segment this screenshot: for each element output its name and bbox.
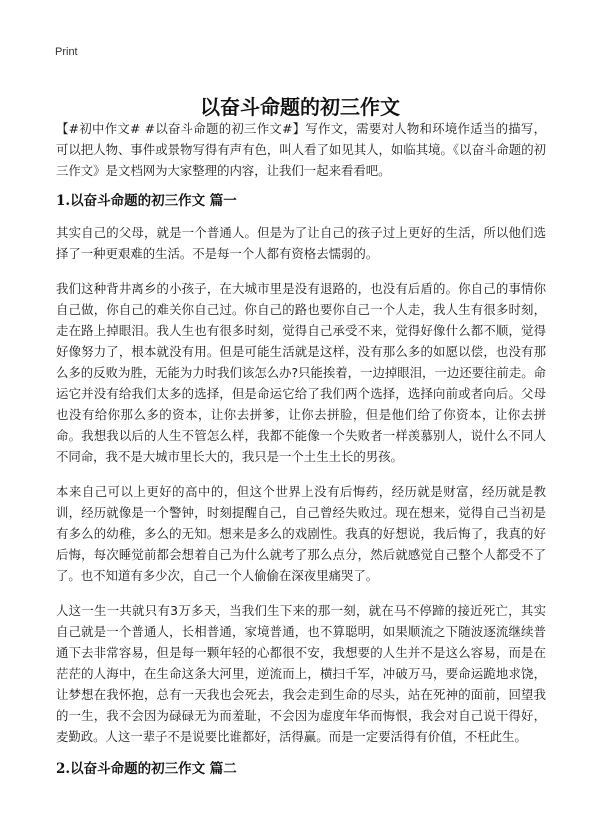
- document-body: [56, 118, 546, 780]
- document-title: 以奋斗命题的初三作文: [200, 95, 400, 120]
- section-1-paragraph-1: 其实自己的父母，就是一个普通人。但是为了让自己的孩子过上更好的生活，所以他们选择了一种更艰难的生活。不是每一个人都有资格去懦弱的。: [56, 225, 546, 261]
- print-label: Print: [55, 46, 78, 58]
- section-heading-2: 2.以奋斗命题的初三作文 篇二: [56, 761, 237, 777]
- intro-paragraph: 【#初中作文# #以奋斗命题的初三作文#】写作文，需要对人物和环境作适当的描写，可以把人物、事件或景物写得有声有色，叫人看了如见其人，如临其境。《以奋斗命题的初三作文》是文档网为大家整理的内容，让我们一起来看看吧。: [56, 121, 546, 178]
- section-heading-1: 1.以奋斗命题的初三作文 篇一: [56, 193, 237, 209]
- section-1-paragraph-3: 本来自己可以上更好的高中的，但这个世界上没有后悔药，经历就是财富，经历就是教训，经历就像是一个警钟，时刻提醒自己，自己曾经失败过。现在想来，觉得自己当初是有多么的幼稚，多么的无知。想来是多么的戏剧性。我真的好想说，我后悔了，我真的好后悔，每次睡觉前都会想着自己为什么就考了那么点分，然后就感觉自己整个人都受不了了。也不知道有多少次，自己一个人偷偷在深夜里痛哭了。: [56, 484, 546, 583]
- section-1-paragraph-2: 我们这种背井离乡的小孩子，在大城市里是没有退路的，也没有后盾的。你自己的事情你自己做，你自己的难关你自己过。你自己的路也要你自己一个人走，我人生有很多时刻，走在路上掉眼泪。我人生也有很多时刻，觉得自己承受不来，觉得好像什么都不顺，觉得好像努力了，根本就没有用。但是可能生活就是这样，没有那么多的如愿以偿，也没有那么多的反败为胜，无能为力时我们该怎么办?只能挨着，一边掉眼泪，一边还要往前走。命运它并没有给我们太多的选择，但是命运它给了我们两个选择，选择向前或者向后。父母也没有给你那么多的资本，让你去拼爹，让你去拼脸，但是他们给了你资本，让你去拼命。我想我以后的人生不管怎么样，我都不能像一个失败者一样羡慕别人，说什么不同人不同命，我不是大城市里长大的，我只是一个土生土长的男孩。: [56, 281, 546, 464]
- section-1-paragraph-4: 人这一生一共就只有3万多天，当我们生下来的那一刻，就在马不停蹄的接近死亡，其实自己就是一个普通人，长相普通，家境普通，也不算聪明，如果顺流之下随波逐流继续普通下去非常容易，但是每一颗年轻的心都很不安，我想要的人生并不是这么容易，而是在茫茫的人海中，在生命这条大河里，逆流而上，横扫千军，冲破万马，要命运跪地求饶，让梦想在我怀抱，总有一天我也会死去，我会走到生命的尽头，站在死神的面前，回望我的一生，我不会因为碌碌无为而羞耻，不会因为虚度年华而悔恨，我会对自己说干得好，麦勤政。人这一辈子不是说要比谁都好，活得赢。而是一定要活得有价值，不枉此生。: [56, 603, 546, 744]
